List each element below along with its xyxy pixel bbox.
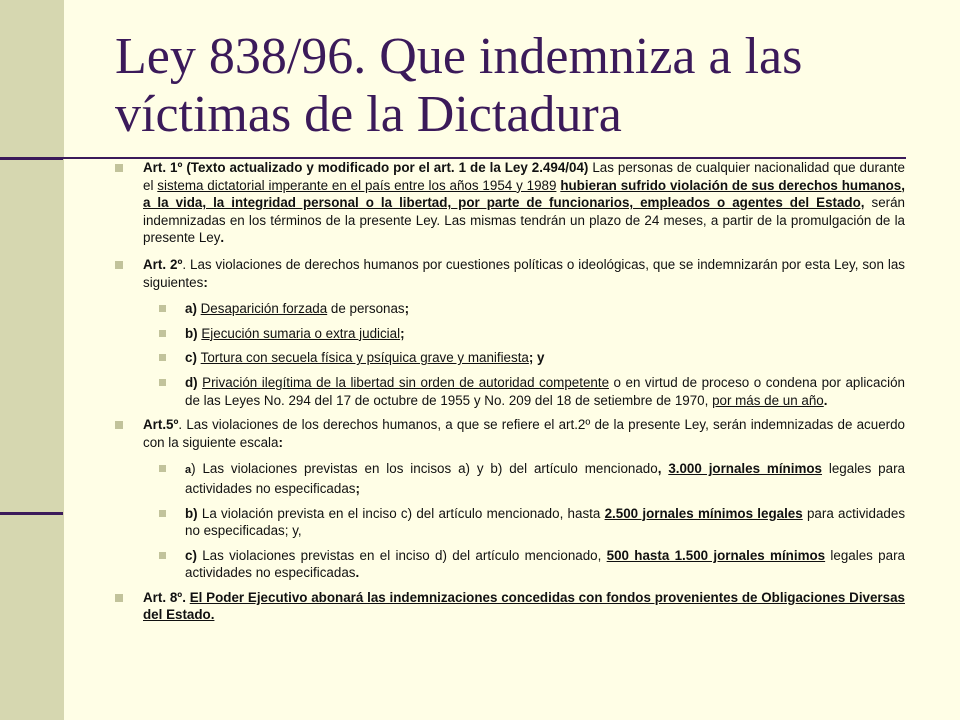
item-text <box>143 257 905 290</box>
text-run: . Las violaciones de derechos humanos por cuestiones políticas o ideológicas, que se indemnizarán por esta Ley, son las siguientes <box>143 256 906 290</box>
text-run: b) <box>185 505 202 521</box>
item-text <box>185 375 905 408</box>
text-run: ; <box>400 325 405 341</box>
text-run: para actividades no especificadas; y, <box>185 505 906 539</box>
sub-item <box>115 374 905 409</box>
text-run: Art.5º <box>143 417 179 433</box>
text-run: La violación prevista en el inciso c) del artículo mencionado, hasta <box>201 505 605 521</box>
text-run: legales para actividades no especificadas <box>185 461 905 496</box>
text-run: legales para actividades no especificadas <box>185 547 905 581</box>
article-item <box>115 416 905 451</box>
sub-item <box>115 349 905 367</box>
text-run: Art. 1º (Texto actualizado y modificado por el art. 1 de la Ley 2.494/04) <box>143 160 593 175</box>
item-text <box>185 326 405 341</box>
left-bar-divider <box>0 512 63 515</box>
text-run: 2.500 jornales mínimos legales <box>604 505 803 521</box>
text-run: o en virtud de proceso o condena por aplicación de las Leyes No. 294 del 17 de octubre de 1955 y No. 209 del 18 de setiembre de 1970, <box>185 374 905 408</box>
square-bullet-icon <box>159 305 166 312</box>
text-run: 3.000 jornales mínimos <box>668 461 822 477</box>
text-run: . <box>220 230 225 246</box>
article-item <box>115 256 905 291</box>
text-run: serán indemnizadas en los términos de la presente Ley. Las mismas tendrán un plazo de 24 meses, a partir de la promulgación de la presente Ley <box>143 195 905 246</box>
text-run: Desaparición forzada <box>200 301 328 317</box>
text-run: 500 hasta 1.500 jornales mínimos <box>606 547 826 563</box>
text-run: ; <box>404 301 410 317</box>
article-list <box>115 159 905 633</box>
square-bullet-icon <box>115 594 123 602</box>
text-run: , <box>657 461 669 477</box>
article-item <box>115 589 905 624</box>
item-text <box>185 506 905 539</box>
sub-item <box>115 505 905 540</box>
text-run: . <box>823 392 828 408</box>
text-run: Ejecución sumaria o extra judicial <box>201 325 401 341</box>
text-run: . Las violaciones de los derechos humanos, a que se refiere el art.2º de la presente Ley, serán indemnizadas de acuerdo con la siguiente escala <box>143 417 905 450</box>
square-bullet-icon <box>115 164 123 172</box>
sub-item <box>115 325 905 343</box>
text-run: a) <box>185 301 201 317</box>
square-bullet-icon <box>159 510 166 517</box>
square-bullet-icon <box>159 379 166 386</box>
square-bullet-icon <box>159 465 166 472</box>
text-run: Art. 8º <box>143 589 183 605</box>
text-run: por más de un año <box>712 392 824 408</box>
text-run: : <box>278 434 283 450</box>
text-run: Las personas de cualquier nacionalidad que durante el <box>143 160 905 193</box>
left-decorative-bar <box>0 0 64 720</box>
square-bullet-icon <box>159 552 166 559</box>
item-text <box>185 350 545 365</box>
text-run: d) <box>185 374 203 390</box>
slide-title: Ley 838/96. Que indemniza a las víctimas de la Dictadura <box>115 28 803 143</box>
text-run: b) <box>185 325 202 341</box>
text-run: Privación ilegítima de la libertad sin orden de autoridad competente <box>202 374 610 390</box>
square-bullet-icon <box>159 354 166 361</box>
item-text <box>185 461 905 496</box>
sub-item <box>115 547 905 582</box>
text-run: c) <box>185 547 203 563</box>
text-run: a <box>185 464 192 477</box>
text-run: ; y <box>528 350 545 366</box>
text-run: Tortura con secuela física y psíquica grave y manifiesta <box>200 350 529 366</box>
text-run: Las violaciones previstas en el inciso d) del artículo mencionado, <box>202 547 607 563</box>
text-run: ; <box>355 480 360 496</box>
text-run: Art. 2º <box>143 256 183 272</box>
item-text <box>143 160 905 245</box>
text-run: ) Las violaciones previstas en los incisos a) y b) del artículo mencionado <box>191 461 658 477</box>
square-bullet-icon <box>115 261 123 269</box>
square-bullet-icon <box>159 330 166 337</box>
item-text <box>143 590 905 623</box>
text-run: . <box>182 589 190 605</box>
item-text <box>185 548 905 581</box>
text-run: de personas <box>327 301 405 317</box>
item-text <box>143 417 905 450</box>
text-run: : <box>203 274 208 290</box>
text-run: sistema dictatorial imperante en el país entre los años 1954 y 1989 <box>157 177 557 193</box>
article-item <box>115 159 905 247</box>
sub-item <box>115 300 905 318</box>
square-bullet-icon <box>115 421 123 429</box>
text-run: hubieran sufrido violación de sus derechos humanos, a la vida, la integridad personal o la libertad, por parte de funcionarios, empleados o agentes del Estado, <box>143 177 905 211</box>
text-run: El Poder Ejecutivo abonará las indemnizaciones concedidas con fondos provenientes de Obligaciones Diversas del Estado. <box>143 589 905 623</box>
text-run: c) <box>185 350 201 366</box>
sub-item <box>115 460 905 497</box>
item-text <box>185 301 409 316</box>
text-run: . <box>355 565 360 581</box>
